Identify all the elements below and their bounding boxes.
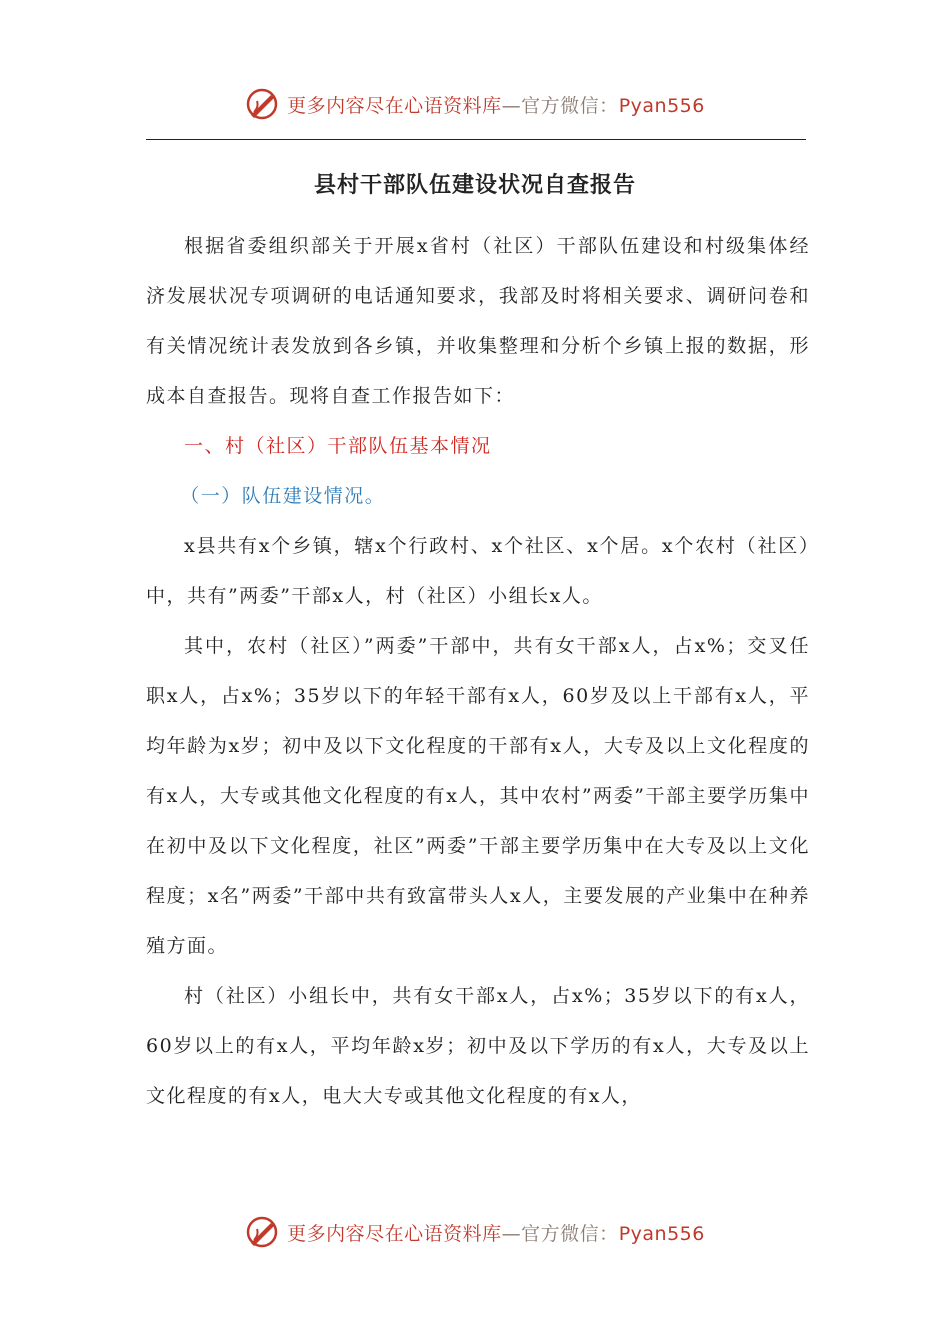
paragraph-cadres: 其中，农村（社区）”两委”干部中，共有女干部x人，占x%；交叉任职x人，占x%；35岁以下的年轻干部有x人，60岁及以上干部有x人，平均年龄为x岁；初中及以下文化程度的干部有x人，大专及以上文化程度的有x人，大专或其他文化程度的有x人，其中农村”两委”干部主要学历集中在初中及以下文化程度，社区”两委”干部主要学历集中在大专及以上文化程度；x名”两委”干部中共有致富带头人x人，主要发展的产业集中在种养殖方面。 <box>146 635 810 957</box>
document-title: 县村干部队伍建设状况自查报告 <box>313 173 636 198</box>
document-body <box>146 221 810 1121</box>
header-divider <box>146 139 806 140</box>
banner-main-text: 更多内容尽在心语资料库 <box>287 94 502 117</box>
paragraph-group-leaders: 村（社区）小组长中，共有女干部x人，占x%；35岁以下的有x人，60岁以上的有x人，平均年龄x岁；初中及以下学历的有x人，大专及以上文化程度的有x人，电大大专或其他文化程度的有x人， <box>146 985 810 1107</box>
footer-banner <box>0 1212 950 1252</box>
subsection-heading-1: （一）队伍建设情况。 <box>180 485 386 507</box>
banner-suffix: 官方微信： <box>521 94 619 117</box>
pen-logo-icon <box>245 1215 279 1249</box>
banner-main-text: 更多内容尽在心语资料库 <box>287 1222 502 1245</box>
banner-dash: — <box>501 1222 522 1245</box>
pen-logo-icon <box>245 87 279 121</box>
banner-text <box>287 91 705 118</box>
banner-suffix: 官方微信： <box>521 1222 619 1245</box>
banner-wechat-id: Pyan556 <box>618 1222 705 1245</box>
banner-dash: — <box>501 94 522 117</box>
paragraph-overview: x县共有x个乡镇，辖x个行政村、x个社区、x个居。x个农村（社区）中，共有”两委”干部x人，村（社区）小组长x人。 <box>146 535 810 607</box>
paragraph-intro: 根据省委组织部关于开展x省村（社区）干部队伍建设和村级集体经济发展状况专项调研的电话通知要求，我部及时将相关要求、调研问卷和有关情况统计表发放到各乡镇，并收集整理和分析个乡镇上报的数据，形成本自查报告。现将自查工作报告如下： <box>146 235 810 407</box>
banner-wechat-id: Pyan556 <box>618 94 705 117</box>
banner-text <box>287 1219 705 1246</box>
section-heading-1: 一、村（社区）干部队伍基本情况 <box>184 435 492 457</box>
header-banner <box>0 84 950 124</box>
